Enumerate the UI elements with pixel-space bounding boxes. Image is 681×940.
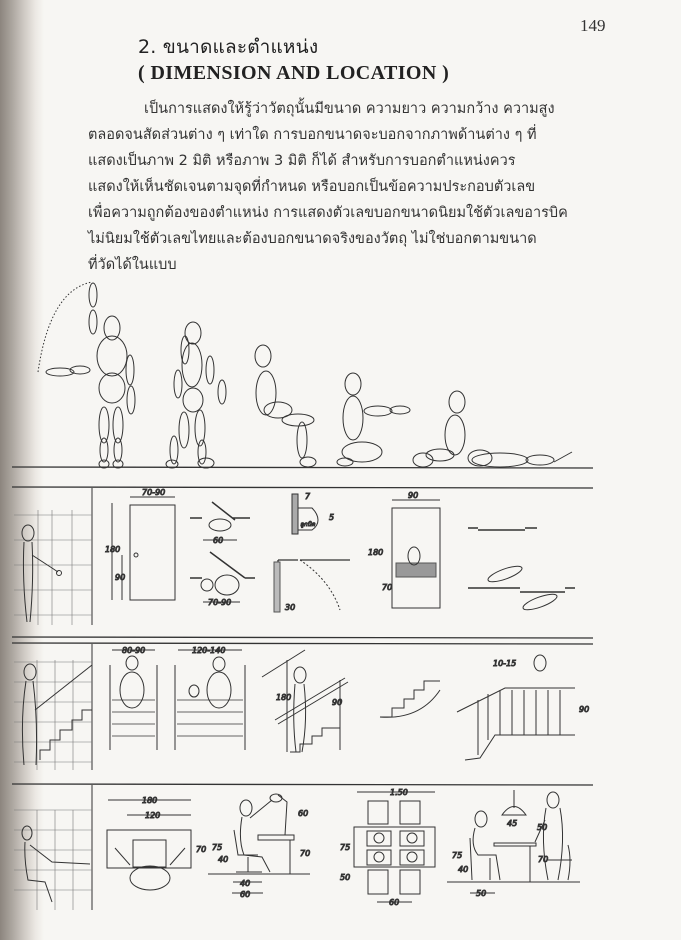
section-subtitle: ( DIMENSION AND LOCATION ) — [138, 62, 450, 84]
svg-text:70: 70 — [382, 583, 393, 592]
svg-text:50: 50 — [476, 889, 487, 898]
svg-text:60: 60 — [298, 809, 309, 818]
row1-human-poses — [12, 282, 593, 468]
section-title: 2. ขนาดและตำแหน่ง — [138, 36, 319, 58]
anthropometric-figures — [0, 270, 681, 940]
svg-text:40: 40 — [240, 879, 251, 888]
svg-text:5: 5 — [329, 513, 335, 522]
svg-text:180: 180 — [368, 548, 384, 557]
standing-figure — [38, 282, 135, 468]
svg-text:30: 30 — [285, 603, 296, 612]
paragraph-line: แสดงเป็นภาพ 2 มิติ หรือภาพ 3 มิติ ก็ได้ สำหรับการบอกตำแหน่งควร — [88, 153, 516, 169]
svg-text:80-90: 80-90 — [122, 646, 146, 655]
svg-text:70-90: 70-90 — [208, 598, 232, 607]
kneeling-figure — [337, 373, 410, 466]
svg-text:120-140: 120-140 — [192, 646, 226, 655]
svg-text:120: 120 — [145, 811, 161, 820]
svg-text:75: 75 — [452, 851, 463, 860]
svg-text:70-90: 70-90 — [142, 488, 166, 497]
svg-text:180: 180 — [142, 796, 158, 805]
svg-text:70: 70 — [300, 849, 311, 858]
row3-stair-dimensions — [12, 637, 593, 770]
svg-text:50: 50 — [537, 823, 548, 832]
svg-text:75: 75 — [212, 843, 223, 852]
svg-text:7: 7 — [305, 492, 311, 501]
svg-text:40: 40 — [218, 855, 229, 864]
paragraph-line: เพื่อความถูกต้องของตำแหน่ง การแสดงตัวเลขบอกขนาดนิยมใช้ตัวเลขอารบิค — [88, 205, 568, 221]
svg-text:70: 70 — [538, 855, 549, 864]
sitting-figure — [255, 345, 316, 467]
svg-text:60: 60 — [213, 536, 224, 545]
svg-text:75: 75 — [340, 843, 351, 852]
svg-text:45: 45 — [507, 819, 518, 828]
svg-text:10-15: 10-15 — [493, 659, 517, 668]
paragraph-line: ที่วัดได้ในแบบ — [88, 257, 177, 273]
svg-text:70: 70 — [196, 845, 207, 854]
svg-text:90: 90 — [332, 698, 343, 707]
row4-furniture-dimensions — [12, 784, 593, 910]
svg-text:180: 180 — [276, 693, 292, 702]
body-paragraph — [88, 96, 613, 278]
svg-text:180: 180 — [105, 545, 121, 554]
paragraph-line: เป็นการแสดงให้รู้ว่าวัตถุนั้นมีขนาด ความยาว ความกว้าง ความสูง — [144, 101, 555, 117]
svg-text:90: 90 — [579, 705, 590, 714]
svg-text:90: 90 — [408, 491, 419, 500]
lying-figure — [413, 452, 572, 467]
walking-figure — [166, 322, 226, 468]
svg-text:50: 50 — [340, 873, 351, 882]
svg-text:60: 60 — [389, 898, 400, 907]
svg-text:ลูกบิด: ลูกบิด — [300, 521, 316, 528]
row2-door-dimensions — [12, 487, 593, 625]
page-number: 149 — [580, 16, 606, 35]
paragraph-line: ไม่นิยมใช้ตัวเลขไทยและต้องบอกขนาดจริงของวัตถุ ไม่ใช่บอกตามขนาด — [88, 231, 537, 247]
paragraph-line: แสดงให้เห็นชัดเจนตามจุดที่กำหนด หรือบอกเป็นข้อความประกอบตัวเลข — [88, 179, 536, 195]
svg-text:60: 60 — [240, 890, 251, 899]
svg-text:1.50: 1.50 — [390, 788, 408, 797]
paragraph-line: ตลอดจนสัดส่วนต่าง ๆ เท่าใด การบอกขนาดจะบอกจากภาพด้านต่าง ๆ ที่ — [88, 127, 537, 143]
svg-text:90: 90 — [115, 573, 126, 582]
svg-text:40: 40 — [458, 865, 469, 874]
